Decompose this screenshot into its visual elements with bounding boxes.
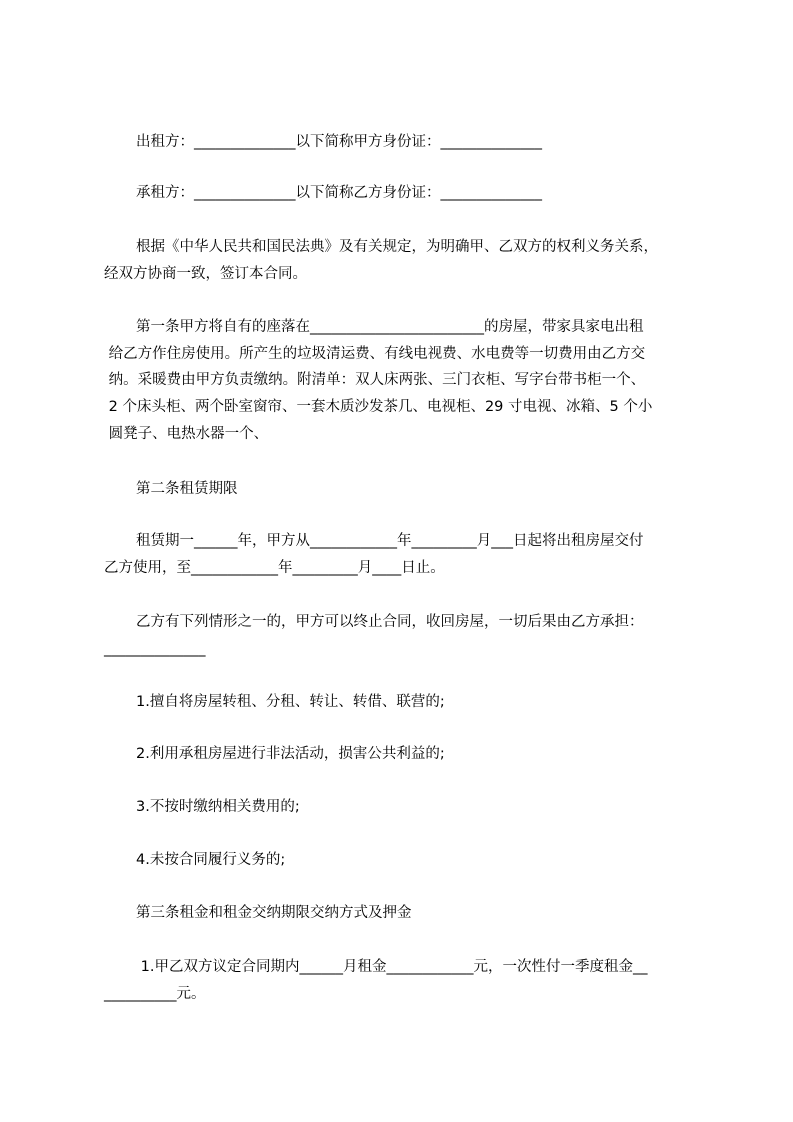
- list-item: 1.擅自将房屋转租、分租、转让、转借、联营的;: [136, 694, 445, 710]
- rent-line: 1.甲乙双方议定合同期内______月租金____________元，一次性付一季度租金__: [136, 959, 648, 975]
- article-1-line: 2 个床头柜、两个卧室窗帘、一套木质沙发茶几、电视柜、29 寸电视、冰箱、5 个小: [104, 399, 653, 415]
- list-item: 3.不按时缴纳相关费用的;: [136, 799, 300, 815]
- preamble-line: 经双方协商一致，签订本合同。: [104, 266, 307, 282]
- lease-term-line: 乙方使用，至____________年_________月____日止。: [104, 560, 445, 576]
- preamble-line: 根据《中华人民共和国民法典》及有关规定，为明确甲、乙双方的权利义务关系，: [136, 239, 658, 255]
- article-2-title: 第二条租赁期限: [136, 481, 238, 497]
- article-1-line: 第一条甲方将自有的座落在________________________的房屋，带家具家电出租: [136, 319, 644, 335]
- termination-line: 乙方有下列情形之一的，甲方可以终止合同，收回房屋，一切后果由乙方承担：: [136, 614, 644, 630]
- lessee-line: 承租方：______________以下简称乙方身份证：______________: [136, 185, 542, 201]
- rent-line: __________元。: [104, 986, 206, 1002]
- article-1-line: 圆凳子、电热水器一个、: [104, 426, 269, 442]
- list-item: 2.利用承租房屋进行非法活动，损害公共利益的;: [136, 746, 445, 762]
- article-3-title: 第三条租金和租金交纳期限交纳方式及押金: [136, 905, 412, 921]
- termination-blank: ______________: [104, 641, 206, 657]
- list-item: 4.未按合同履行义务的;: [136, 852, 286, 868]
- article-1-line: 纳。采暖费由甲方负责缴纳。附清单：双人床两张、三门衣柜、写字台带书柜一个、: [104, 372, 646, 388]
- lessor-line: 出租方：______________以下简称甲方身份证：______________: [136, 134, 542, 150]
- article-1-line: 给乙方作住房使用。所产生的垃圾清运费、有线电视费、水电费等一切费用由乙方交: [104, 346, 646, 362]
- lease-term-line: 租赁期一______年，甲方从____________年_________月___日起将出租房屋交付: [136, 533, 644, 549]
